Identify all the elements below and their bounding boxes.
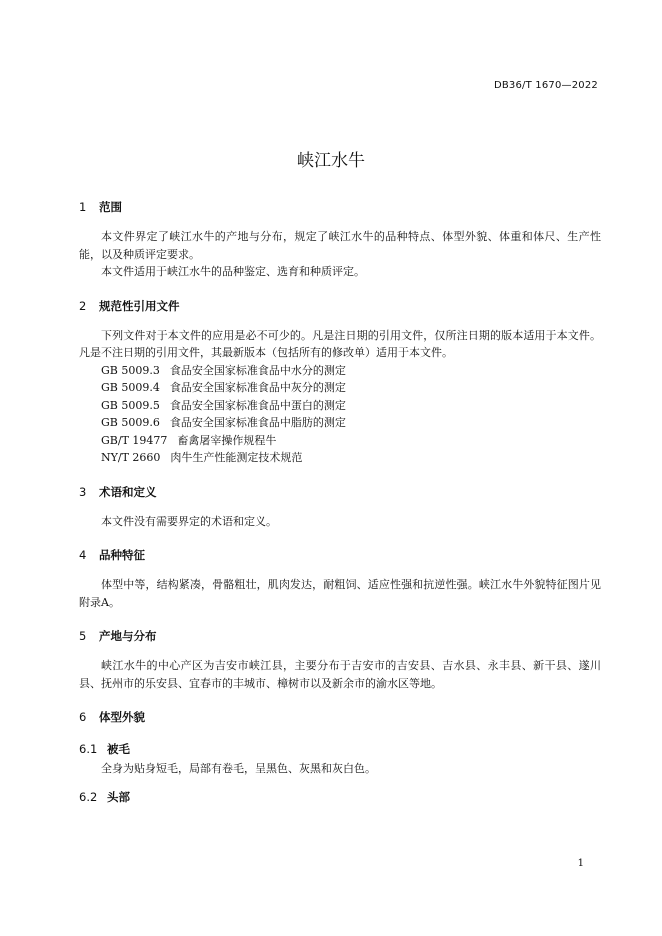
paragraph: 本文件适用于峡江水牛的品种鉴定、选育和种质评定。 (101, 265, 365, 278)
section-number: 3 (79, 484, 87, 499)
reference-code: GB 5009.6 (101, 416, 160, 429)
subsection-title: 头部 (107, 789, 130, 804)
reference-code: GB 5009.5 (101, 398, 160, 412)
section-number: 4 (79, 548, 87, 562)
reference-item (79, 397, 601, 415)
reference-code: NY/T 2660 (101, 451, 161, 464)
reference-name: 畜禽屠宰操作规程牛 (177, 433, 277, 447)
section-number: 2 (79, 298, 87, 313)
subsection-title: 被毛 (107, 742, 130, 756)
reference-name: 肉牛生产性能测定技术规范 (170, 451, 303, 464)
section-heading-scope (79, 196, 601, 218)
reference-name: 食品安全国家标准食品中脂肪的测定 (169, 416, 346, 429)
reference-code: GB/T 19477 (101, 433, 168, 447)
reference-item (79, 449, 601, 467)
section-heading-body-appearance (79, 706, 601, 728)
section-title: 规范性引用文件 (99, 298, 180, 313)
section-heading-breed-characteristics (79, 544, 601, 566)
reference-name: 食品安全国家标准食品中水分的测定 (169, 363, 346, 377)
section-heading-origin-distribution (79, 625, 601, 647)
reference-item (79, 379, 601, 397)
paragraph: 下列文件对于本文件的应用是必不可少的。凡是注日期的引用文件，仅所注日期的版本适用于本文件。凡是不注日期的引用文件，其最新版本（包括所有的修改单）适用于本文件。 (79, 328, 601, 359)
document-body (79, 196, 601, 808)
reference-item (79, 362, 601, 380)
section-title: 范围 (99, 200, 122, 214)
section-title: 术语和定义 (99, 484, 157, 499)
section-title: 品种特征 (99, 548, 145, 562)
reference-name: 食品安全国家标准食品中蛋白的测定 (169, 398, 346, 412)
page-number: 1 (577, 858, 584, 869)
subsection-heading-coat (79, 738, 601, 760)
section-number: 1 (79, 200, 87, 214)
reference-name: 食品安全国家标准食品中灰分的测定 (169, 381, 346, 394)
subsection-number: 6.2 (79, 789, 98, 804)
document-title: 峡江水牛 (297, 151, 365, 171)
subsection-number: 6.1 (79, 742, 98, 756)
reference-item (79, 432, 601, 450)
paragraph: 本文件没有需要界定的术语和定义。 (101, 514, 277, 528)
section-title: 产地与分布 (99, 629, 157, 643)
document-code: DB36/T 1670—2022 (493, 80, 598, 91)
reference-code: GB 5009.3 (101, 363, 160, 377)
reference-item (79, 414, 601, 432)
paragraph: 峡江水牛的中心产区为吉安市峡江县，主要分布于吉安市的吉安县、吉水县、永丰县、新干县、遂川县、抚州市的乐安县、宜春市的丰城市、樟树市以及新余市的渝水区等地。 (79, 659, 601, 690)
subsection-heading-head (79, 786, 601, 808)
paragraph: 全身为贴身短毛，局部有卷毛，呈黑色、灰黑和灰白色。 (101, 762, 376, 775)
section-heading-normative-references (79, 295, 601, 317)
section-number: 6 (79, 710, 87, 724)
section-heading-terms (79, 481, 601, 503)
paragraph: 本文件界定了峡江水牛的产地与分布，规定了峡江水牛的品种特点、体型外貌、体重和体尺、生产性能，以及种质评定要求。 (79, 230, 601, 261)
paragraph: 体型中等，结构紧凑，骨骼粗壮，肌肉发达，耐粗饲、适应性强和抗逆性强。峡江水牛外貌特征图片见附录A。 (79, 578, 601, 609)
reference-code: GB 5009.4 (101, 381, 160, 394)
section-title: 体型外貌 (99, 710, 145, 724)
section-number: 5 (79, 629, 87, 643)
